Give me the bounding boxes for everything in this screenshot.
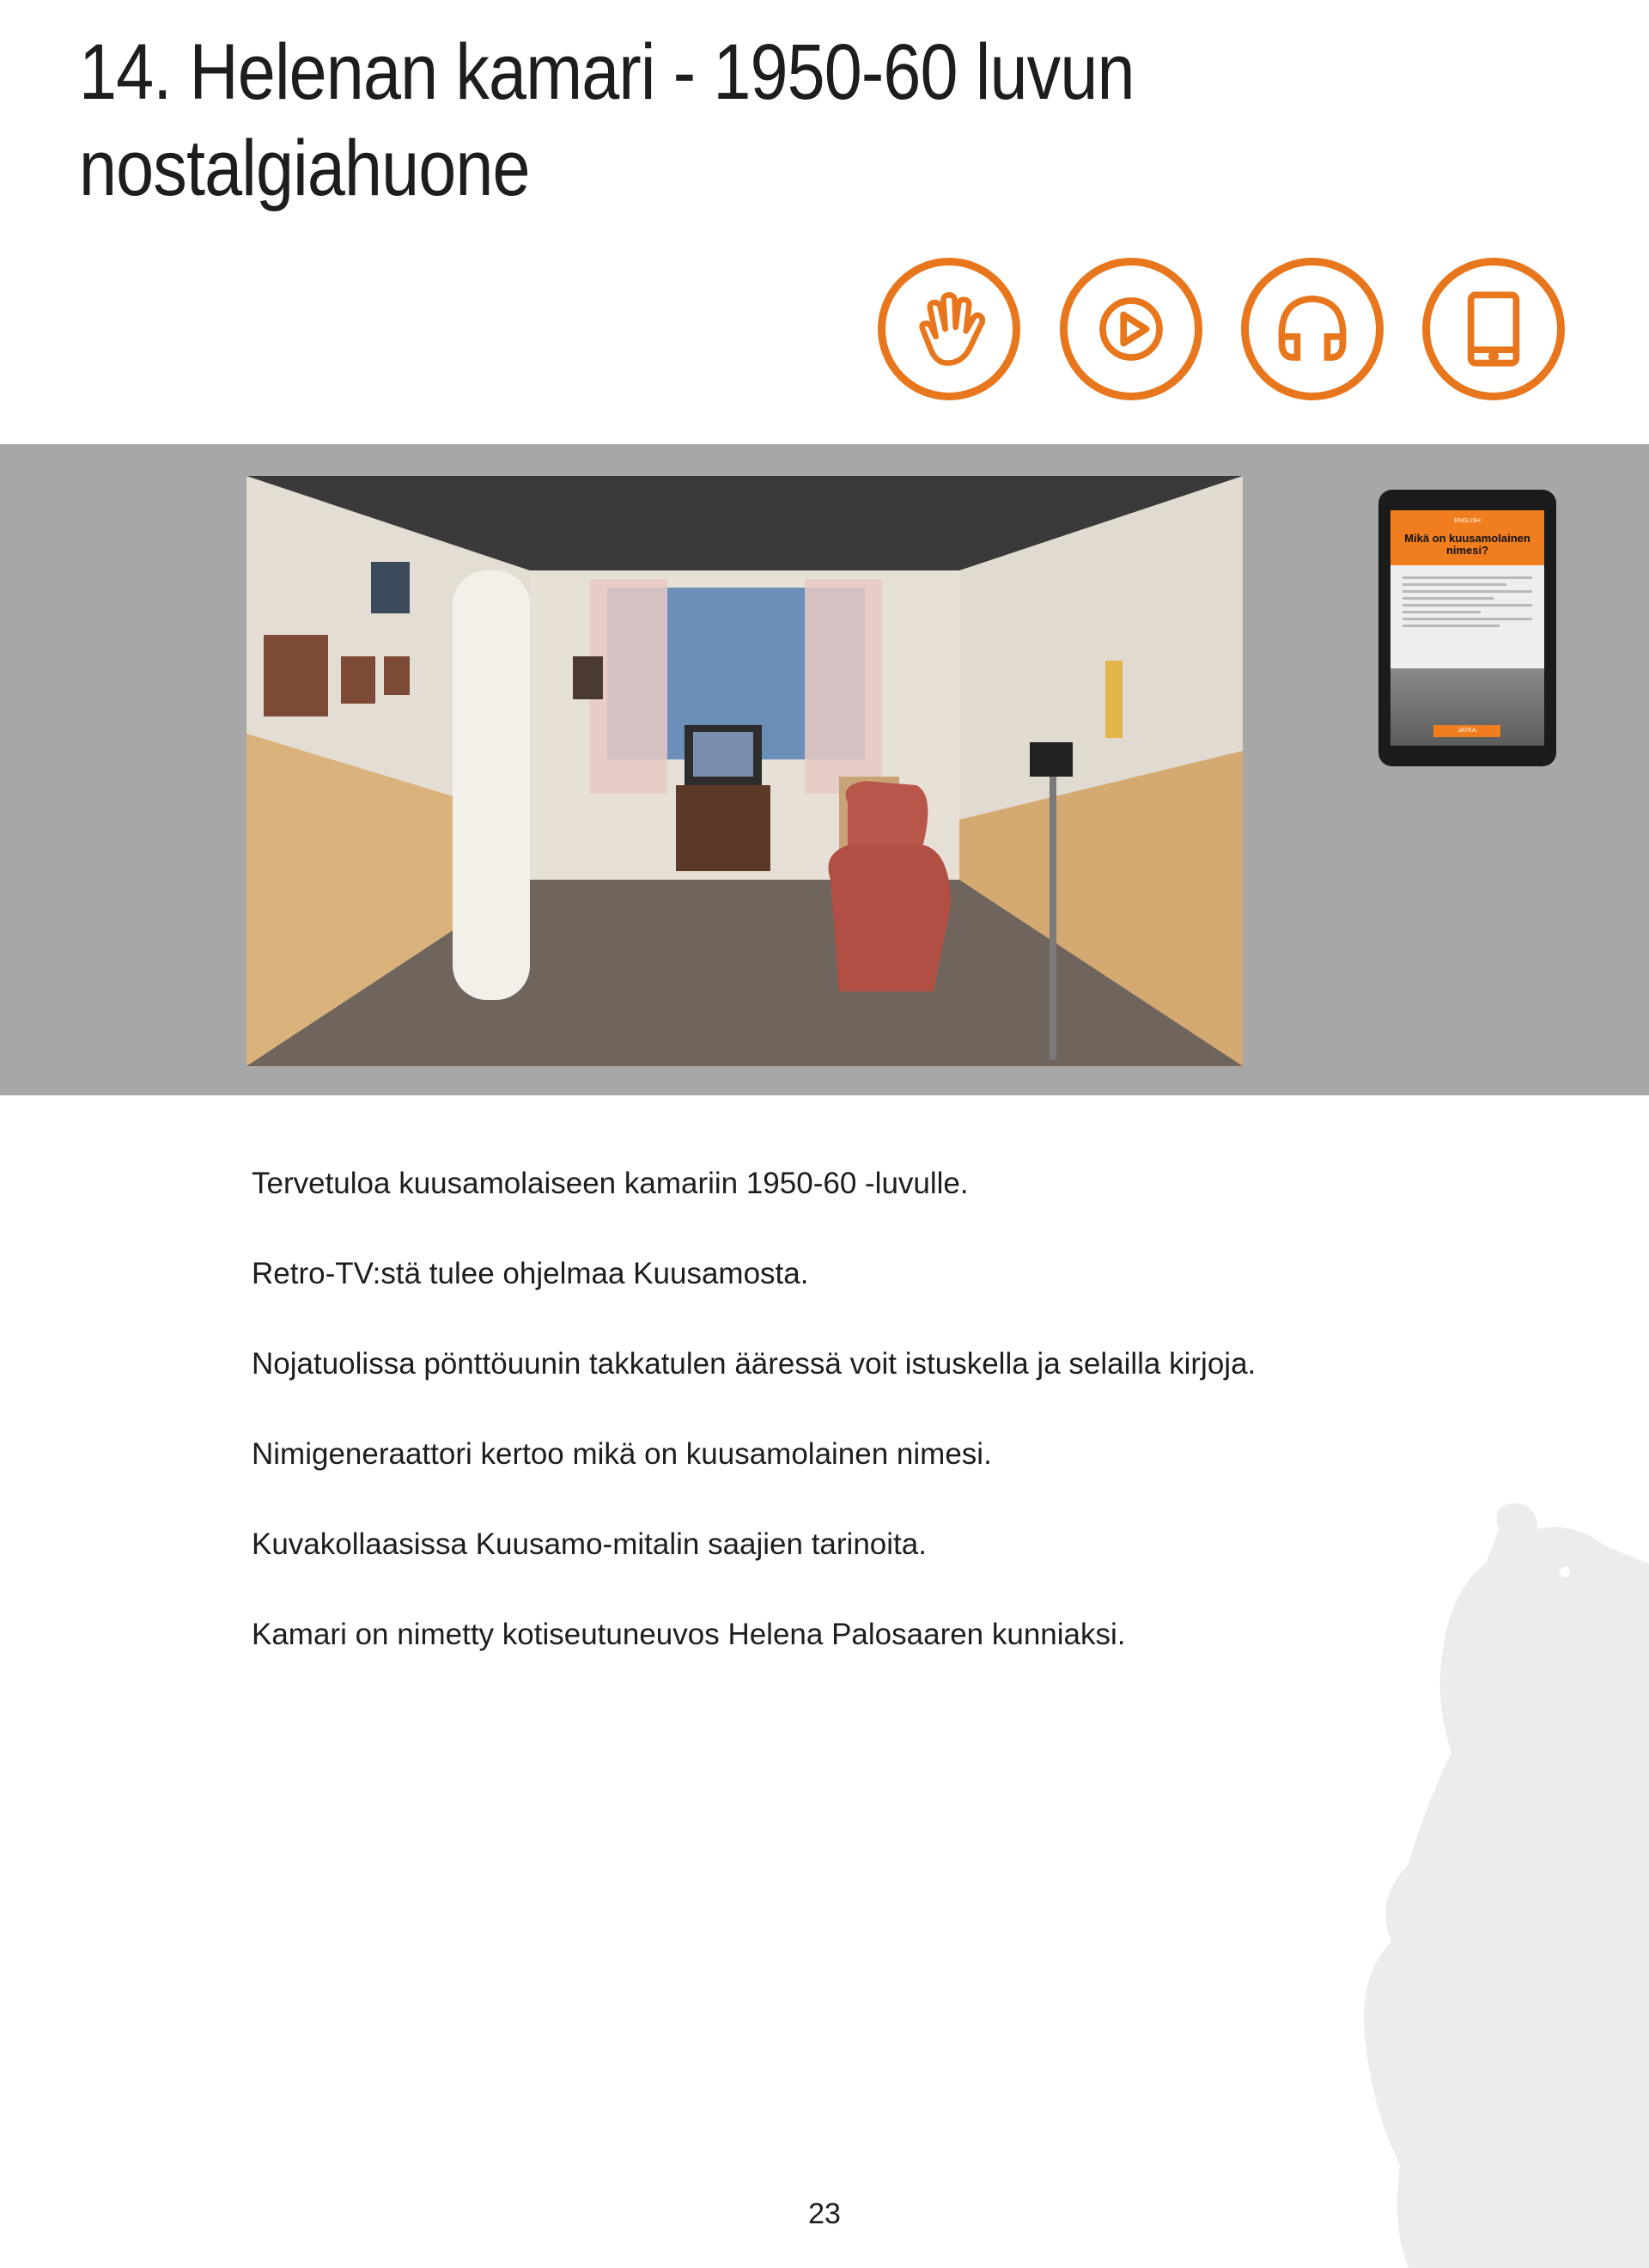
paragraph: Tervetuloa kuusamolaiseen kamariin 1950-60 -luvulle. [252, 1167, 969, 1200]
tablet-text-lines [1390, 565, 1544, 638]
feature-icons [878, 258, 1573, 412]
tablet-header [1390, 510, 1544, 565]
paragraph: Kuvakollaasissa Kuusamo-mitalin saajien tarinoita. [252, 1527, 927, 1561]
bear-watermark [1340, 1495, 1649, 2268]
paragraph: Kamari on nimetty kotiseutuneuvos Helena Palosaaren kunniaksi. [252, 1618, 1126, 1651]
tablet-icon [1422, 258, 1565, 400]
paragraph: Nojatuolissa pönttöuunin takkatulen ääressä voit istuskella ja selailla kirjoja. [252, 1347, 1257, 1381]
tablet-screen [1390, 510, 1544, 746]
tablet-device [1378, 490, 1556, 766]
page-number: 23 [808, 2198, 841, 2230]
tablet-continue-button: JATKA [1433, 725, 1500, 737]
paragraph: Retro-TV:stä tulee ohjelmaa Kuusamosta. [252, 1257, 809, 1290]
tablet-question: Mikä on kuusamolainen nimesi? [1404, 532, 1530, 557]
page-title: 14. Helenan kamari - 1950-60 luvun nostalgiahuone [79, 28, 1135, 212]
play-icon [1060, 258, 1202, 400]
hand-icon [878, 258, 1020, 400]
headphones-icon [1241, 258, 1384, 400]
paragraph: Nimigeneraattori kertoo mikä on kuusamolainen nimesi. [252, 1437, 992, 1471]
body-text [252, 1168, 1454, 1710]
room-photo [246, 476, 1243, 1066]
tablet-language-label: ENGLISH [1454, 518, 1481, 524]
